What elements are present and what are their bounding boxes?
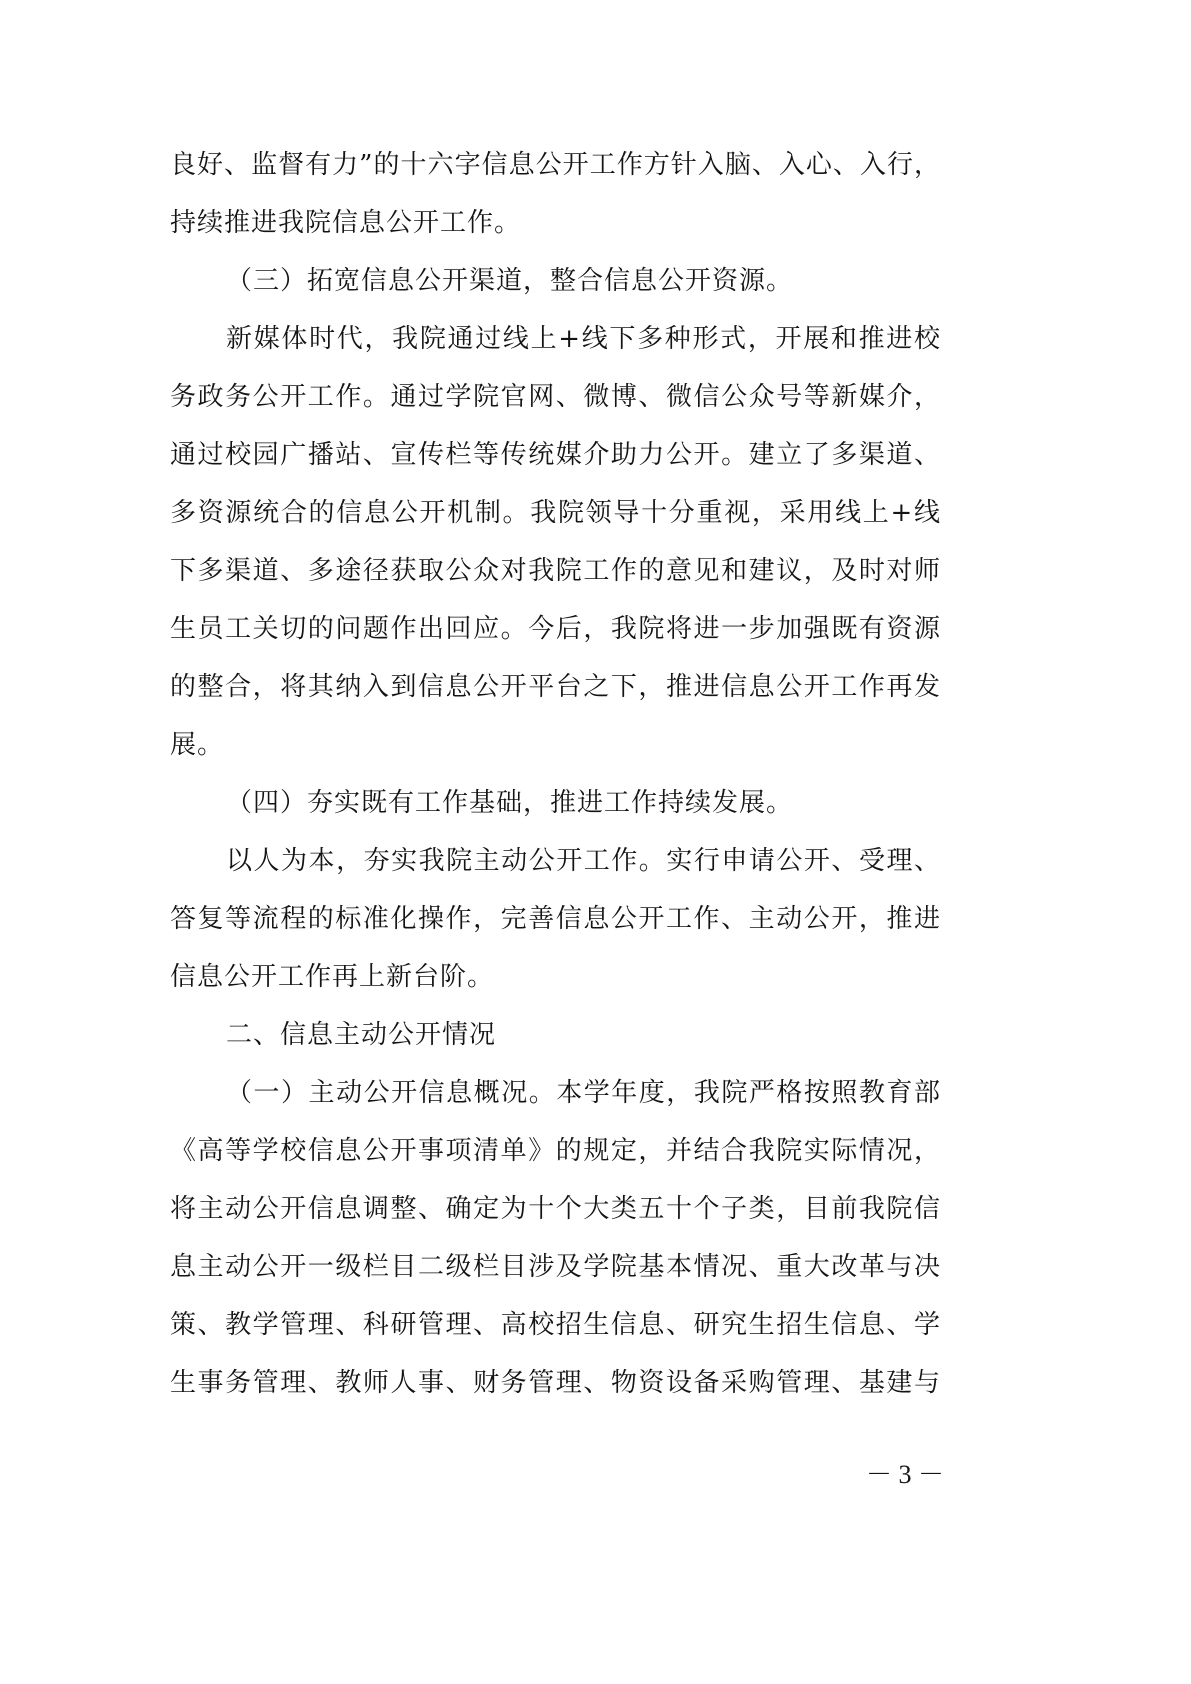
text-line: 信息公开工作再上新台阶。 — [170, 962, 495, 992]
text-line: 策、教学管理、科研管理、高校招生信息、研究生招生信息、学 — [170, 1310, 940, 1340]
text-line: 务政务公开工作。通过学院官网、微博、微信公众号等新媒介， — [170, 382, 940, 412]
text-line: 的整合，将其纳入到信息公开平台之下，推进信息公开工作再发 — [170, 672, 940, 702]
text-line: 答复等流程的标准化操作，完善信息公开工作、主动公开，推进 — [170, 904, 940, 934]
subheading-text: （四）夯实既有工作基础，推进工作持续发展。 — [226, 788, 794, 818]
subheading-channels — [170, 252, 940, 310]
paragraph-continued — [170, 136, 940, 252]
paragraph-people-oriented — [170, 832, 940, 1006]
text-line: 良好、监督有力”的十六字信息公开工作方针入脑、入心、入行， — [170, 150, 940, 180]
page-number: － 3 － — [865, 1460, 944, 1489]
document-body — [170, 136, 940, 1412]
text-line: 以人为本，夯实我院主动公开工作。实行申请公开、受理、 — [226, 846, 940, 876]
text-line: 息主动公开一级栏目二级栏目涉及学院基本情况、重大改革与决 — [170, 1252, 940, 1282]
subheading-foundation — [170, 774, 940, 832]
text-line: 生事务管理、教师人事、财务管理、物资设备采购管理、基建与 — [170, 1368, 940, 1398]
text-line: 持续推进我院信息公开工作。 — [170, 208, 522, 238]
text-line: 生员工关切的问题作出回应。今后，我院将进一步加强既有资源 — [170, 614, 940, 644]
section-heading-disclosure — [170, 1006, 940, 1064]
section-heading-text: 二、信息主动公开情况 — [226, 1020, 497, 1050]
text-line: 新媒体时代，我院通过线上+线下多种形式，开展和推进校 — [226, 324, 940, 354]
text-line: （一）主动公开信息概况。本学年度，我院严格按照教育部 — [226, 1078, 940, 1108]
text-line: 将主动公开信息调整、确定为十个大类五十个子类，目前我院信 — [170, 1194, 940, 1224]
text-line: 通过校园广播站、宣传栏等传统媒介助力公开。建立了多渠道、 — [170, 440, 940, 470]
text-line: 展。 — [170, 730, 225, 760]
text-line: 《高等学校信息公开事项清单》的规定，并结合我院实际情况， — [170, 1136, 940, 1166]
subheading-text: （三）拓宽信息公开渠道，整合信息公开资源。 — [226, 266, 794, 296]
text-line: 多资源统合的信息公开机制。我院领导十分重视，采用线上+线 — [170, 498, 940, 528]
paragraph-new-media — [170, 310, 940, 774]
text-line: 下多渠道、多途径获取公众对我院工作的意见和建议，及时对师 — [170, 556, 940, 586]
paragraph-disclosure-overview — [170, 1064, 940, 1412]
